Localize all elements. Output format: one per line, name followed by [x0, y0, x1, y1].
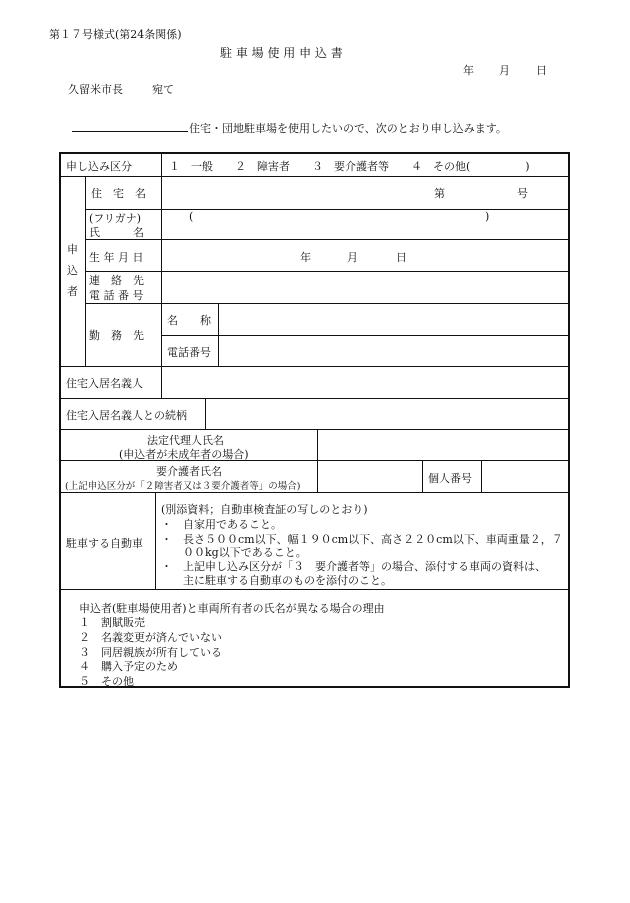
- workplace-label: 勤 務 先: [89, 329, 144, 342]
- date-month-label: 月: [499, 64, 510, 77]
- furigana-label: (フリガナ): [89, 212, 142, 225]
- reason-item-4: ４ 購入予定のため: [79, 660, 178, 673]
- name-label: 氏 名: [89, 226, 144, 239]
- reason-item-1: １ 割賦販売: [79, 616, 145, 629]
- vehicle-note-6: 主に駐車する自動車のものを添付のこと。: [161, 574, 392, 587]
- vehicle-label: 駐車する自動車: [66, 537, 143, 550]
- residence-dai: 第: [434, 187, 445, 200]
- birth-year-label: 年: [300, 251, 311, 264]
- furigana-close-paren: ): [485, 210, 490, 223]
- phone-label: 電 話 番 号: [89, 289, 144, 302]
- workplace-name-label: 名 称: [167, 314, 211, 327]
- guardian-note: (申込者が未成年者の場合): [119, 448, 249, 461]
- intro-text: 住宅・団地駐車場を使用したいので、次のとおり申し込みます。: [189, 122, 507, 135]
- applicant-group-char-3: 者: [67, 285, 78, 298]
- residence-go: 号: [517, 187, 528, 200]
- date-year-label: 年: [463, 64, 474, 77]
- guardian-label: 法定代理人氏名: [147, 434, 224, 447]
- addressee-suffix: 宛て: [152, 83, 174, 96]
- applicant-blank-line[interactable]: [72, 131, 188, 132]
- vehicle-note-1: (別添資料；自動車検査証の写しのとおり): [161, 503, 368, 516]
- vehicle-note-4: ００kg以下であること。: [161, 546, 307, 559]
- birth-month-label: 月: [347, 251, 358, 264]
- vehicle-note-2: ・ 自家用であること。: [161, 518, 282, 531]
- addressee: 久留米市長: [68, 83, 123, 96]
- reason-item-5: ５ その他: [79, 675, 134, 688]
- category-options[interactable]: １ 一般 ２ 障害者 ３ 要介護者等 ４ その他( ): [169, 160, 530, 173]
- tenant-relation-label: 住宅入居名義人との続柄: [66, 409, 187, 422]
- reason-item-2: ２ 名義変更が済んでいない: [79, 631, 222, 644]
- care-recipient-label: 要介護者氏名: [156, 465, 222, 478]
- date-day-label: 日: [536, 64, 547, 77]
- contact-label: 連 絡 先: [89, 274, 144, 287]
- vehicle-note-3: ・ 長さ５００cm以下、幅１９０cm以下、高さ２２０cm以下、車両重量２，７: [161, 533, 563, 546]
- reason-item-3: ３ 同居親族が所有している: [79, 646, 222, 659]
- vehicle-note-5: ・ 上記申し込み区分が「３ 要介護者等」の場合、添付する車両の資料は、: [161, 560, 546, 573]
- applicant-group-char-1: 申: [67, 243, 78, 256]
- residence-label: 住 宅 名: [91, 187, 146, 200]
- form-number: 第１７号様式(第24条関係): [49, 28, 182, 41]
- personal-number-label: 個人番号: [428, 472, 472, 485]
- page-title: 駐 車 場 使 用 申 込 書: [220, 46, 343, 60]
- reason-title: 申込者(駐車場使用者)と車両所有者の氏名が異なる場合の理由: [79, 602, 385, 615]
- birth-label: 生 年 月 日: [89, 251, 144, 264]
- applicant-group-char-2: 込: [67, 264, 78, 277]
- workplace-phone-label: 電話番号: [167, 346, 211, 359]
- application-form: [59, 152, 570, 688]
- category-label: 申し込み区分: [66, 160, 132, 173]
- care-recipient-note: (上記申込区分が「２障害者又は３要介護者等」の場合): [65, 481, 301, 492]
- furigana-open-paren: (: [189, 210, 194, 223]
- birth-day-label: 日: [396, 251, 407, 264]
- tenant-label: 住宅入居名義人: [66, 377, 143, 390]
